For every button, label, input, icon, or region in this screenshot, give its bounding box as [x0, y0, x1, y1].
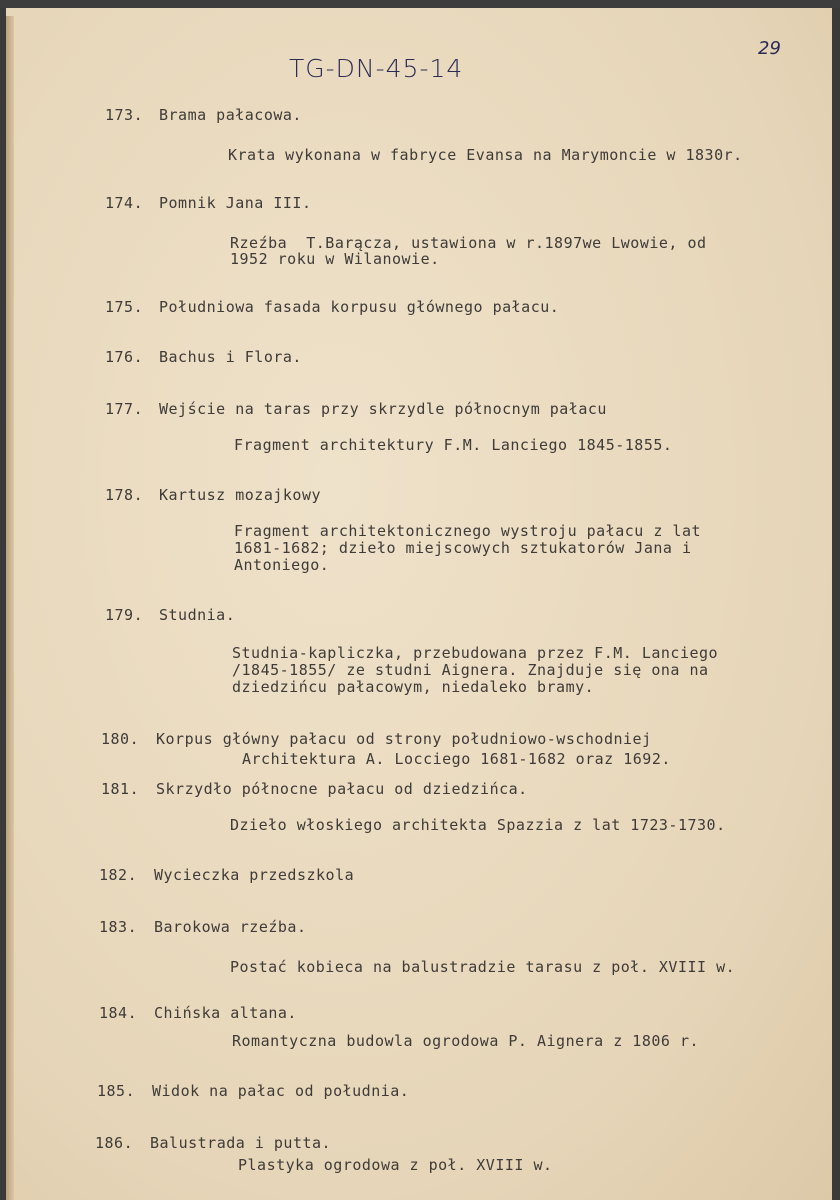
document-page	[6, 8, 832, 1200]
entry-number: 181.	[101, 780, 140, 798]
entry-number: 184.	[99, 1004, 138, 1022]
entry-number: 182.	[99, 866, 138, 884]
entry-title: Brama pałacowa.	[159, 106, 302, 124]
entry-description: Fragment architektury F.M. Lanciego 1845-1855.	[234, 436, 673, 454]
entry-title: Chińska altana.	[154, 1004, 297, 1022]
entry-title: Studnia.	[159, 606, 236, 624]
entry-number: 173.	[105, 106, 144, 124]
entry-description: Antoniego.	[234, 556, 330, 574]
entry-title: Barokowa rzeźba.	[154, 918, 307, 936]
entry-description: Dzieło włoskiego architekta Spazzia z lat 1723-1730.	[230, 816, 726, 834]
entry-title: Wycieczka przedszkola	[154, 866, 355, 884]
entry-title: Wejście na taras przy skrzydle północnym pałacu	[159, 400, 607, 418]
entry-number: 177.	[105, 400, 144, 418]
entry-description: /1845-1855/ ze studni Aignera. Znajduje się ona na	[232, 661, 709, 679]
page-binding-edge	[6, 16, 14, 1200]
entry-description: Studnia-kapliczka, przebudowana przez F.M. Lanciego	[232, 644, 719, 662]
entry-number: 183.	[99, 918, 138, 936]
entry-title: Korpus główny pałacu od strony południowo-wschodniej	[156, 730, 652, 748]
entry-description: Romantyczna budowla ogrodowa P. Aignera z 1806 r.	[232, 1032, 700, 1050]
entry-number: 186.	[95, 1134, 134, 1152]
entry-number: 185.	[97, 1082, 136, 1100]
entry-number: 178.	[105, 486, 144, 504]
entry-title: Skrzydło północne pałacu od dziedzińca.	[156, 780, 528, 798]
entry-description: Plastyka ogrodowa z poł. XVIII w.	[238, 1156, 553, 1174]
entry-title: Kartusz mozajkowy	[159, 486, 322, 504]
entry-title: Widok na pałac od południa.	[152, 1082, 410, 1100]
entry-description: Krata wykonana w fabryce Evansa na Marymoncie w 1830r.	[228, 146, 743, 164]
entry-title: Pomnik Jana III.	[159, 194, 312, 212]
entry-number: 176.	[105, 348, 144, 366]
entry-title: Balustrada i putta.	[150, 1134, 332, 1152]
entry-description: Postać kobieca na balustradzie tarasu z poł. XVIII w.	[230, 958, 736, 976]
entry-title: Południowa fasada korpusu głównego pałacu.	[159, 298, 560, 316]
entry-description: Architektura A. Locciego 1681-1682 oraz 1692.	[242, 750, 671, 768]
entry-description: Fragment architektonicznego wystroju pałacu z lat	[234, 522, 702, 540]
entry-description: dziedzińcu pałacowym, niedaleko bramy.	[232, 678, 595, 696]
scan-top-border	[0, 0, 840, 8]
entry-description: Rzeźba T.Barącza, ustawiona w r.1897we Lwowie, od	[230, 234, 707, 252]
entry-number: 175.	[105, 298, 144, 316]
entry-description: 1952 roku w Wilanowie.	[230, 250, 440, 268]
entry-title: Bachus i Flora.	[159, 348, 302, 366]
page-number: 29	[758, 38, 781, 59]
entry-number: 179.	[105, 606, 144, 624]
entry-number: 180.	[101, 730, 140, 748]
entry-description: 1681-1682; dzieło miejscowych sztukatorów Jana i	[234, 539, 692, 557]
entry-number: 174.	[105, 194, 144, 212]
archive-code: TG-DN-45-14	[289, 54, 464, 83]
